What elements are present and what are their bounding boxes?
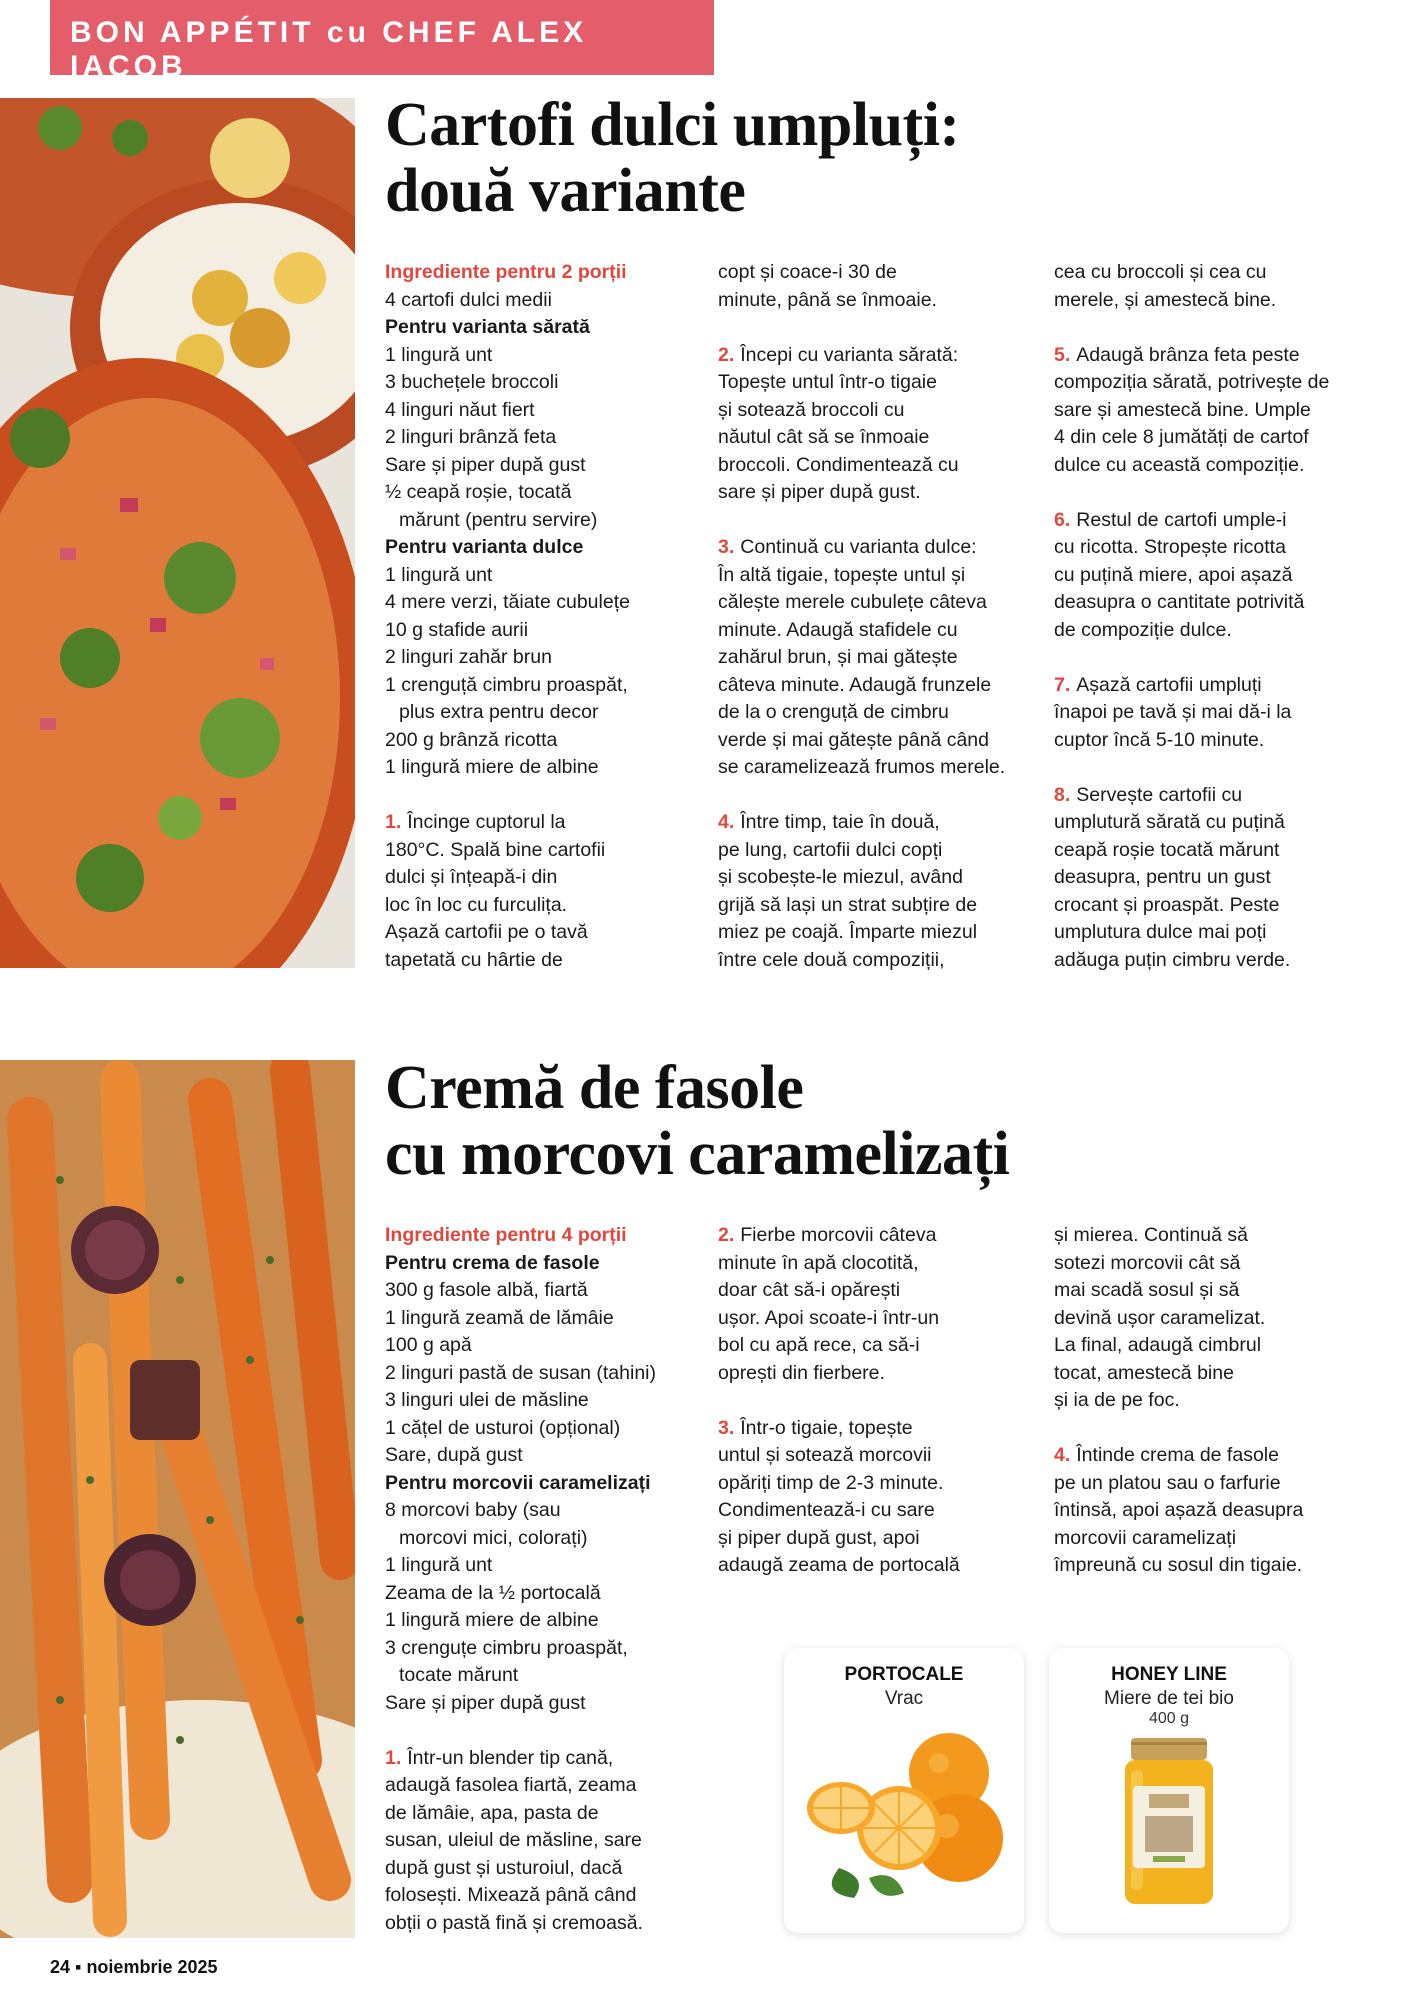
step-text: și sotează broccoli cu [718, 398, 905, 421]
recipe1-column3 [1054, 259, 1384, 974]
step-number: 5. [1054, 343, 1071, 366]
step-text: Condimentează-i cu sare [718, 1499, 935, 1521]
step-text: Continuă cu varianta dulce: [740, 536, 977, 558]
step-text: bol cu apă rece, ca să-i [718, 1334, 920, 1356]
recipe1-step7 [1054, 672, 1384, 755]
step-text: pe lung, cartofii dulci copți [718, 838, 943, 861]
step-text: cu puțină miere, apoi așază [1054, 563, 1293, 586]
step-text: cuptor încă 5-10 minute. [1054, 728, 1265, 751]
ingredient-item: 1 lingură unt [385, 563, 493, 586]
step-number: 7. [1054, 673, 1071, 696]
recipe2-title-line1: Cremă de fasole [385, 1054, 804, 1122]
step-text: crocant și proaspăt. Peste [1054, 893, 1280, 916]
step-text: folosești. Mixează până când [385, 1884, 637, 1906]
step-text: mai scadă sosul și să [1054, 1279, 1240, 1301]
step-text: împreună cu sosul din tigaie. [1054, 1554, 1303, 1576]
ingredient-item: 4 cartofi dulci medii [385, 288, 552, 311]
recipe1-ingredients-heading: Ingrediente pentru 2 porții [385, 261, 627, 283]
recipe1-step6 [1054, 507, 1384, 645]
step-text: loc în loc cu furculița. [385, 893, 568, 916]
step-number: 4. [718, 811, 735, 833]
ingredient-item: 10 g stafide aurii [385, 618, 529, 641]
ingredient-item: Zeama de la ½ portocală [385, 1581, 601, 1604]
product-quantity: 400 g [1148, 1710, 1190, 1727]
step-number: 3. [718, 1416, 735, 1439]
step-text: zahărul brun, și mai gătește [718, 646, 958, 668]
step-text: câteva minute. Adaugă frunzele [718, 673, 992, 696]
step-text: obții o pastă fină și cremoasă. [385, 1911, 643, 1934]
step-text: de lămâie, apa, pasta de [385, 1801, 599, 1824]
recipe1-title-line2: două variante [385, 157, 746, 225]
product-card-honey[interactable] [1049, 1648, 1289, 1933]
step-number: 3. [718, 536, 735, 558]
section-banner [50, 0, 714, 83]
step-text: miez pe coajă. Împarte miezul [718, 921, 978, 943]
recipe2-step2 [718, 1222, 1048, 1387]
recipe1-column2 [718, 259, 1048, 974]
step-text: întinsă, apoi așază deasupra [1054, 1499, 1304, 1521]
step-text: pe un platou sau o farfurie [1054, 1471, 1281, 1494]
step-text: merele, și amestecă bine. [1054, 288, 1277, 311]
step-text: La final, adaugă cimbrul [1054, 1334, 1262, 1356]
step-text: Într-o tigaie, topește [740, 1416, 913, 1439]
honey-jar-image [1109, 1736, 1229, 1906]
step-text: și scobește-le miezul, având [718, 866, 963, 888]
ingredient-item: 1 lingură miere de albine [385, 1609, 599, 1631]
recipe1-salty-subheading: Pentru varianta sărată [385, 316, 590, 338]
recipe2-cream-subheading: Pentru crema de fasole [385, 1251, 600, 1274]
ingredient-item: mărunt (pentru servire) [399, 508, 598, 531]
step-text: Fierbe morcovii câteva [740, 1224, 937, 1246]
step-number: 1. [385, 1746, 402, 1769]
recipe2-title [385, 1055, 1009, 1187]
product-name: PORTOCALE [844, 1664, 964, 1685]
step-text: sare și amestecă bine. Umple [1054, 398, 1311, 421]
step-text: devină ușor caramelizat. [1054, 1306, 1266, 1329]
step-text: Întinde crema de fasole [1076, 1444, 1279, 1466]
recipe2-ingredients-heading: Ingrediente pentru 4 porții [385, 1224, 627, 1246]
step-number: 1. [385, 811, 402, 833]
ingredient-item: 1 lingură zeamă de lămâie [385, 1306, 614, 1329]
recipe2-column1 [385, 1222, 715, 1937]
step-text: minute, până se înmoaie. [718, 288, 937, 311]
step-text: ușor. Apoi scoate-i într-un [718, 1306, 940, 1329]
step-text: Servește cartofii cu [1076, 783, 1243, 806]
step-text: Topește untul într-o tigaie [718, 371, 937, 393]
step-text: cea cu broccoli și cea cu [1054, 261, 1267, 283]
ingredient-item: Sare și piper după gust [385, 1691, 586, 1714]
step-text: Încinge cuptorul la [407, 811, 566, 833]
step-text: năutul cât să se înmoaie [718, 426, 930, 448]
step-text: 4 din cele 8 jumătăți de cartof [1054, 426, 1309, 448]
step-text: susan, uleiul de măsline, sare [385, 1829, 642, 1851]
step-text: morcovii caramelizați [1054, 1526, 1237, 1549]
step-text: grijă să lași un strat subțire de [718, 893, 978, 916]
recipe1-step1 [385, 809, 705, 974]
ingredient-item: 2 linguri zahăr brun [385, 646, 552, 668]
step-text: doar cât să-i opărești [718, 1279, 901, 1301]
ingredient-item: 3 crenguțe cimbru proaspăt, [385, 1636, 628, 1659]
step-text: de compoziție dulce. [1054, 618, 1232, 641]
ingredient-item: Sare, după gust [385, 1444, 523, 1466]
step-text: Restul de cartofi umple-i [1076, 508, 1287, 531]
recipe1-sweet-subheading: Pentru varianta dulce [385, 536, 584, 558]
product-name: HONEY LINE [1111, 1664, 1227, 1685]
step-text: sotezi morcovii cât să [1054, 1251, 1241, 1274]
step-text: 180°C. Spală bine cartofii [385, 838, 606, 861]
ingredient-item: 200 g brânză ricotta [385, 728, 558, 751]
ingredient-item: 3 linguri ulei de măsline [385, 1389, 589, 1411]
step-text: oprești din fierbere. [718, 1361, 885, 1384]
ingredient-item: plus extra pentru decor [399, 701, 599, 723]
step-text: cu ricotta. Stropește ricotta [1054, 536, 1286, 558]
ingredient-item: 4 linguri năut fiert [385, 398, 535, 421]
recipe2-carrots-subheading: Pentru morcovii caramelizați [385, 1471, 651, 1494]
step-number: 4. [1054, 1444, 1071, 1466]
ingredient-item: 2 linguri brânză feta [385, 426, 557, 448]
step-text: și piper după gust, apoi [718, 1526, 920, 1549]
sweet-potato-photo [0, 98, 355, 968]
step-text: tapetată cu hârtie de [385, 948, 563, 971]
step-text: Așază cartofii pe o tavă [385, 921, 588, 943]
step-text: untul și sotează morcovii [718, 1444, 932, 1466]
recipe1-title-line1: Cartofi dulci umpluți: [385, 91, 960, 159]
ingredient-item: 100 g apă [385, 1334, 472, 1356]
recipe1-step5 [1054, 342, 1384, 480]
orange-fruit-image [799, 1718, 1009, 1908]
recipe1-step3 [718, 534, 1048, 782]
step-text: înapoi pe tavă și mai dă-i la [1054, 701, 1292, 723]
recipe1-title [385, 92, 960, 224]
step-number: 2. [718, 1224, 735, 1246]
step-text: minute în apă clocotită, [718, 1251, 919, 1274]
step-text: călește merele cubulețe câteva [718, 591, 987, 613]
recipe2-step3 [718, 1415, 1048, 1580]
ingredient-item: 1 cățel de usturoi (opțional) [385, 1416, 621, 1439]
step-text: compoziția sărată, potrivește de [1054, 371, 1330, 393]
recipe2-column2 [718, 1222, 1048, 1580]
product-subtitle: Vrac [884, 1688, 924, 1709]
step-text: de la o crenguță de cimbru [718, 701, 949, 723]
recipe2-column3 [1054, 1222, 1384, 1580]
step-text: verde și mai gătește până când [718, 728, 990, 751]
step-text: tocat, amestecă bine [1054, 1361, 1234, 1384]
step-text: Adaugă brânza feta peste [1076, 343, 1300, 366]
ingredient-item: 8 morcovi baby (sau [385, 1499, 561, 1521]
ingredient-item: 1 lingură miere de albine [385, 756, 599, 778]
recipe2-step1 [385, 1745, 715, 1938]
ingredient-item: tocate mărunt [399, 1664, 519, 1686]
ingredient-item: ½ ceapă roșie, tocată [385, 481, 572, 503]
step-text: În altă tigaie, topește untul și [718, 563, 966, 586]
step-text: deasupra o cantitate potrivită [1054, 591, 1305, 613]
step-text: broccoli. Condimentează cu [718, 453, 959, 476]
step-text: umplutura dulce mai poți [1054, 921, 1267, 943]
step-text: se caramelizează frumos merele. [718, 756, 1006, 778]
step-text: între cele două compoziții, [718, 948, 945, 971]
ingredient-item: morcovi mici, colorați) [399, 1526, 588, 1549]
step-text: dulce cu această compoziție. [1054, 453, 1305, 476]
step-text: și mierea. Continuă să [1054, 1224, 1249, 1246]
step-text: umplutură sărată cu puțină [1054, 811, 1285, 833]
step-text: și ia de pe foc. [1054, 1389, 1180, 1411]
step-text: Într-un blender tip cană, [407, 1746, 614, 1769]
footer-separator: ▪ [75, 1957, 87, 1977]
banner-text: BON APPÉTIT cu CHEF ALEX IACOB [70, 15, 588, 83]
ingredient-item: 1 crenguță cimbru proaspăt, [385, 673, 628, 696]
step-number: 8. [1054, 783, 1071, 806]
ingredient-item: 2 linguri pastă de susan (tahini) [385, 1361, 656, 1384]
step-text: după gust și usturoiul, dacă [385, 1856, 623, 1879]
step-text: sare și piper după gust. [718, 481, 921, 503]
step-text: Așază cartofii umpluți [1076, 673, 1262, 696]
page-number: 24 [50, 1957, 71, 1977]
ingredient-item: 1 lingură unt [385, 1554, 493, 1576]
recipe1-step8 [1054, 782, 1384, 975]
recipe1-step2 [718, 342, 1048, 507]
step-text: adăuga puțin cimbru verde. [1054, 948, 1291, 971]
ingredient-item: 4 mere verzi, tăiate cubulețe [385, 591, 630, 613]
step-text: Între timp, taie în două, [740, 811, 940, 833]
recipe2-title-line2: cu morcovi caramelizați [385, 1120, 1010, 1188]
page-footer [50, 1957, 218, 1978]
recipe1-column1 [385, 259, 705, 974]
step-text: adaugă zeama de portocală [718, 1554, 960, 1576]
product-card-oranges[interactable] [784, 1648, 1024, 1933]
ingredient-item: 1 lingură unt [385, 343, 493, 366]
step-text: deasupra, pentru un gust [1054, 866, 1271, 888]
issue-date: noiembrie 2025 [86, 1957, 218, 1977]
recipe2-step4 [1054, 1442, 1384, 1580]
step-number: 2. [718, 343, 735, 366]
step-text: opăriți timp de 2-3 minute. [718, 1471, 944, 1494]
ingredient-item: Sare și piper după gust [385, 453, 586, 476]
step-number: 6. [1054, 508, 1071, 531]
step-text: minute. Adaugă stafidele cu [718, 618, 958, 641]
ingredient-item: 300 g fasole albă, fiartă [385, 1279, 588, 1301]
step-text: copt și coace-i 30 de [718, 261, 897, 283]
step-text: Începi cu varianta sărată: [740, 343, 959, 366]
recipe1-step4 [718, 809, 1048, 974]
step-text: adaugă fasolea fiartă, zeama [385, 1774, 637, 1796]
step-text: dulci și înțeapă-i din [385, 866, 558, 888]
carrots-photo [0, 1060, 355, 1938]
product-subtitle: Miere de tei bio [1104, 1688, 1234, 1709]
step-text: ceapă roșie tocată mărunt [1054, 838, 1280, 861]
ingredient-item: 3 buchețele broccoli [385, 371, 559, 393]
